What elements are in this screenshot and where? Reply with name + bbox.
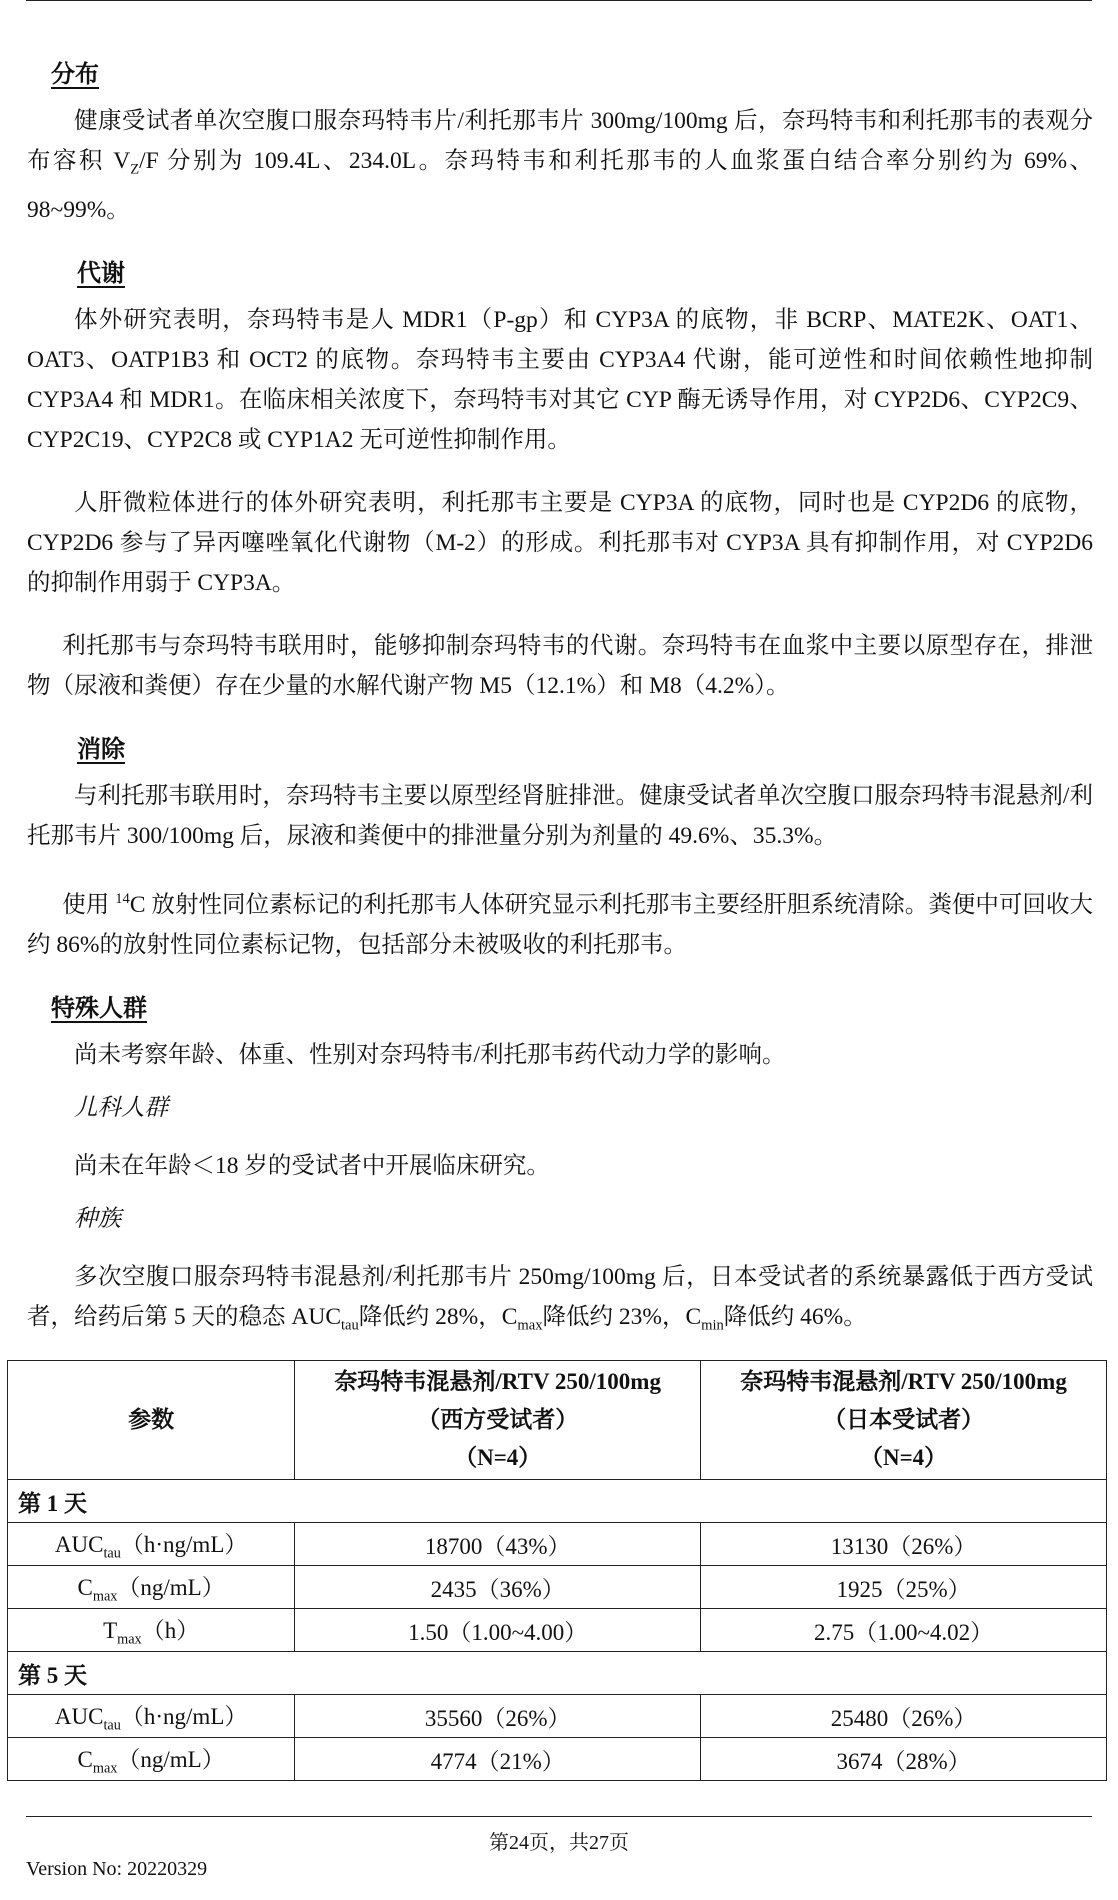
elimination-paragraph-1: 与利托那韦联用时，奈玛特韦主要以原型经肾脏排泄。健康受试者单次空腹口服奈玛特韦混悬剂/利托那韦片 300/100mg 后，尿液和粪便中的排泄量分别为剂量的 49.6%、35.3%。 <box>27 782 1093 849</box>
table-header-row <box>8 1361 1107 1480</box>
header-parameter: 参数 <box>8 1361 295 1480</box>
group-row-day1: 第 1 天 <box>8 1480 1107 1523</box>
value-cell: 35560（26%） <box>295 1695 701 1738</box>
value-cell: 18700（43%） <box>295 1523 701 1566</box>
table-row <box>8 1738 1107 1781</box>
value-cell: 2.75（1.00~4.02） <box>701 1609 1107 1652</box>
pediatric-subtitle: 儿科人群 <box>74 1094 168 1121</box>
section-title-elimination: 消除 <box>77 734 125 763</box>
table-row <box>8 1695 1107 1738</box>
race-subtitle: 种族 <box>74 1205 121 1232</box>
value-cell: 13130（26%） <box>701 1523 1107 1566</box>
table-row <box>8 1566 1107 1609</box>
value-cell: 1925（25%） <box>701 1566 1107 1609</box>
section-title-special-populations: 特殊人群 <box>51 993 147 1022</box>
value-cell: 1.50（1.00~4.00） <box>295 1609 701 1652</box>
table-row <box>8 1523 1107 1566</box>
table-row <box>8 1609 1107 1652</box>
value-cell: 25480（26%） <box>701 1695 1107 1738</box>
top-rule <box>26 0 1092 1</box>
document-body <box>27 54 1093 1368</box>
value-cell: 4774（21%） <box>295 1738 701 1781</box>
version-number: Version No: 20220329 <box>26 1858 208 1880</box>
value-cell: 2435（36%） <box>295 1566 701 1609</box>
special-paragraph-1: 尚未考察年龄、体重、性别对奈玛特韦/利托那韦药代动力学的影响。 <box>74 1041 786 1068</box>
distribution-paragraph: 健康受试者单次空腹口服奈玛特韦片/利托那韦片 300mg/100mg 后，奈玛特韦和利托那韦的表观分布容积 $V_Z/F$ 分别为 109.4L、234.0L。奈玛特韦和利托那韦的人血浆蛋白结合率分别约为 69%、98~99%。 <box>27 108 1093 223</box>
footer-rule <box>26 1816 1092 1817</box>
param-cell: $AUC_{tau}(h\cdot ng/mL)$ <box>8 1523 295 1566</box>
pediatric-paragraph: 尚未在年龄＜18 岁的受试者中开展临床研究。 <box>74 1152 550 1179</box>
param-cell: $AUC_{tau}(h\cdot ng/mL)$ <box>8 1695 295 1738</box>
metabolism-paragraph-1: 体外研究表明，奈玛特韦是人 MDR1（P-gp）和 CYP3A 的底物，非 BCRP、MATE2K、OAT1、OAT3、OATP1B3 和 OCT2 的底物。奈玛特韦主要由 CYP3A4 代谢，能可逆性和时间依赖性地抑制 CYP3A4 和 MDR1。在临床相关浓度下，奈玛特韦对其它 CYP 酶无诱导作用，对 CYP2D6、CYP2C9、CYP2C19、CYP2C8 或 CYP1A2 无可逆性抑制作用。 <box>27 306 1093 453</box>
param-cell: $C_{max}(ng/mL)$ <box>8 1566 295 1609</box>
header-japanese: 奈玛特韦混悬剂/RTV 250/100mg （日本受试者） （N=4） <box>701 1361 1107 1480</box>
group-row-day5: 第 5 天 <box>8 1652 1107 1695</box>
param-cell: $C_{max}(ng/mL)$ <box>8 1738 295 1781</box>
param-cell: $T_{max}(h)$ <box>8 1609 295 1652</box>
section-title-metabolism: 代谢 <box>77 258 125 287</box>
page-number: 第24页，共27页 <box>489 1832 629 1854</box>
section-title-distribution: 分布 <box>51 60 99 88</box>
race-paragraph: 多次空腹口服奈玛特韦混悬剂/利托那韦片 250mg/100mg 后，日本受试者的系统暴露低于西方受试者，给药后第 5 天的稳态 $AUC_{tau}$降低约 28%，$C_{max}$降低约 23%，$C_{min}$降低约 46%。 <box>27 1263 1093 1334</box>
metabolism-paragraph-2: 人肝微粒体进行的体外研究表明，利托那韦主要是 CYP3A 的底物，同时也是 CYP2D6 的底物，CYP2D6 参与了异丙噻唑氧化代谢物（M-2）的形成。利托那韦对 CYP3A 具有抑制作用，对 CYP2D6 的抑制作用弱于 CYP3A。 <box>27 489 1093 596</box>
value-cell: 3674（28%） <box>701 1738 1107 1781</box>
metabolism-paragraph-3: 利托那韦与奈玛特韦联用时，能够抑制奈玛特韦的代谢。奈玛特韦在血浆中主要以原型存在，排泄物（尿液和粪便）存在少量的水解代谢产物 M5（12.1%）和 M8（4.2%）。 <box>27 632 1093 699</box>
header-western: 奈玛特韦混悬剂/RTV 250/100mg （西方受试者） （N=4） <box>295 1361 701 1480</box>
elimination-paragraph-2: 使用 $^{14}$C 放射性同位素标记的利托那韦人体研究显示利托那韦主要经肝胆系统清除。粪便中可回收大约 86%的放射性同位素标记物，包括部分未被吸收的利托那韦。 <box>27 890 1093 958</box>
pk-parameters-table <box>7 1360 1107 1781</box>
